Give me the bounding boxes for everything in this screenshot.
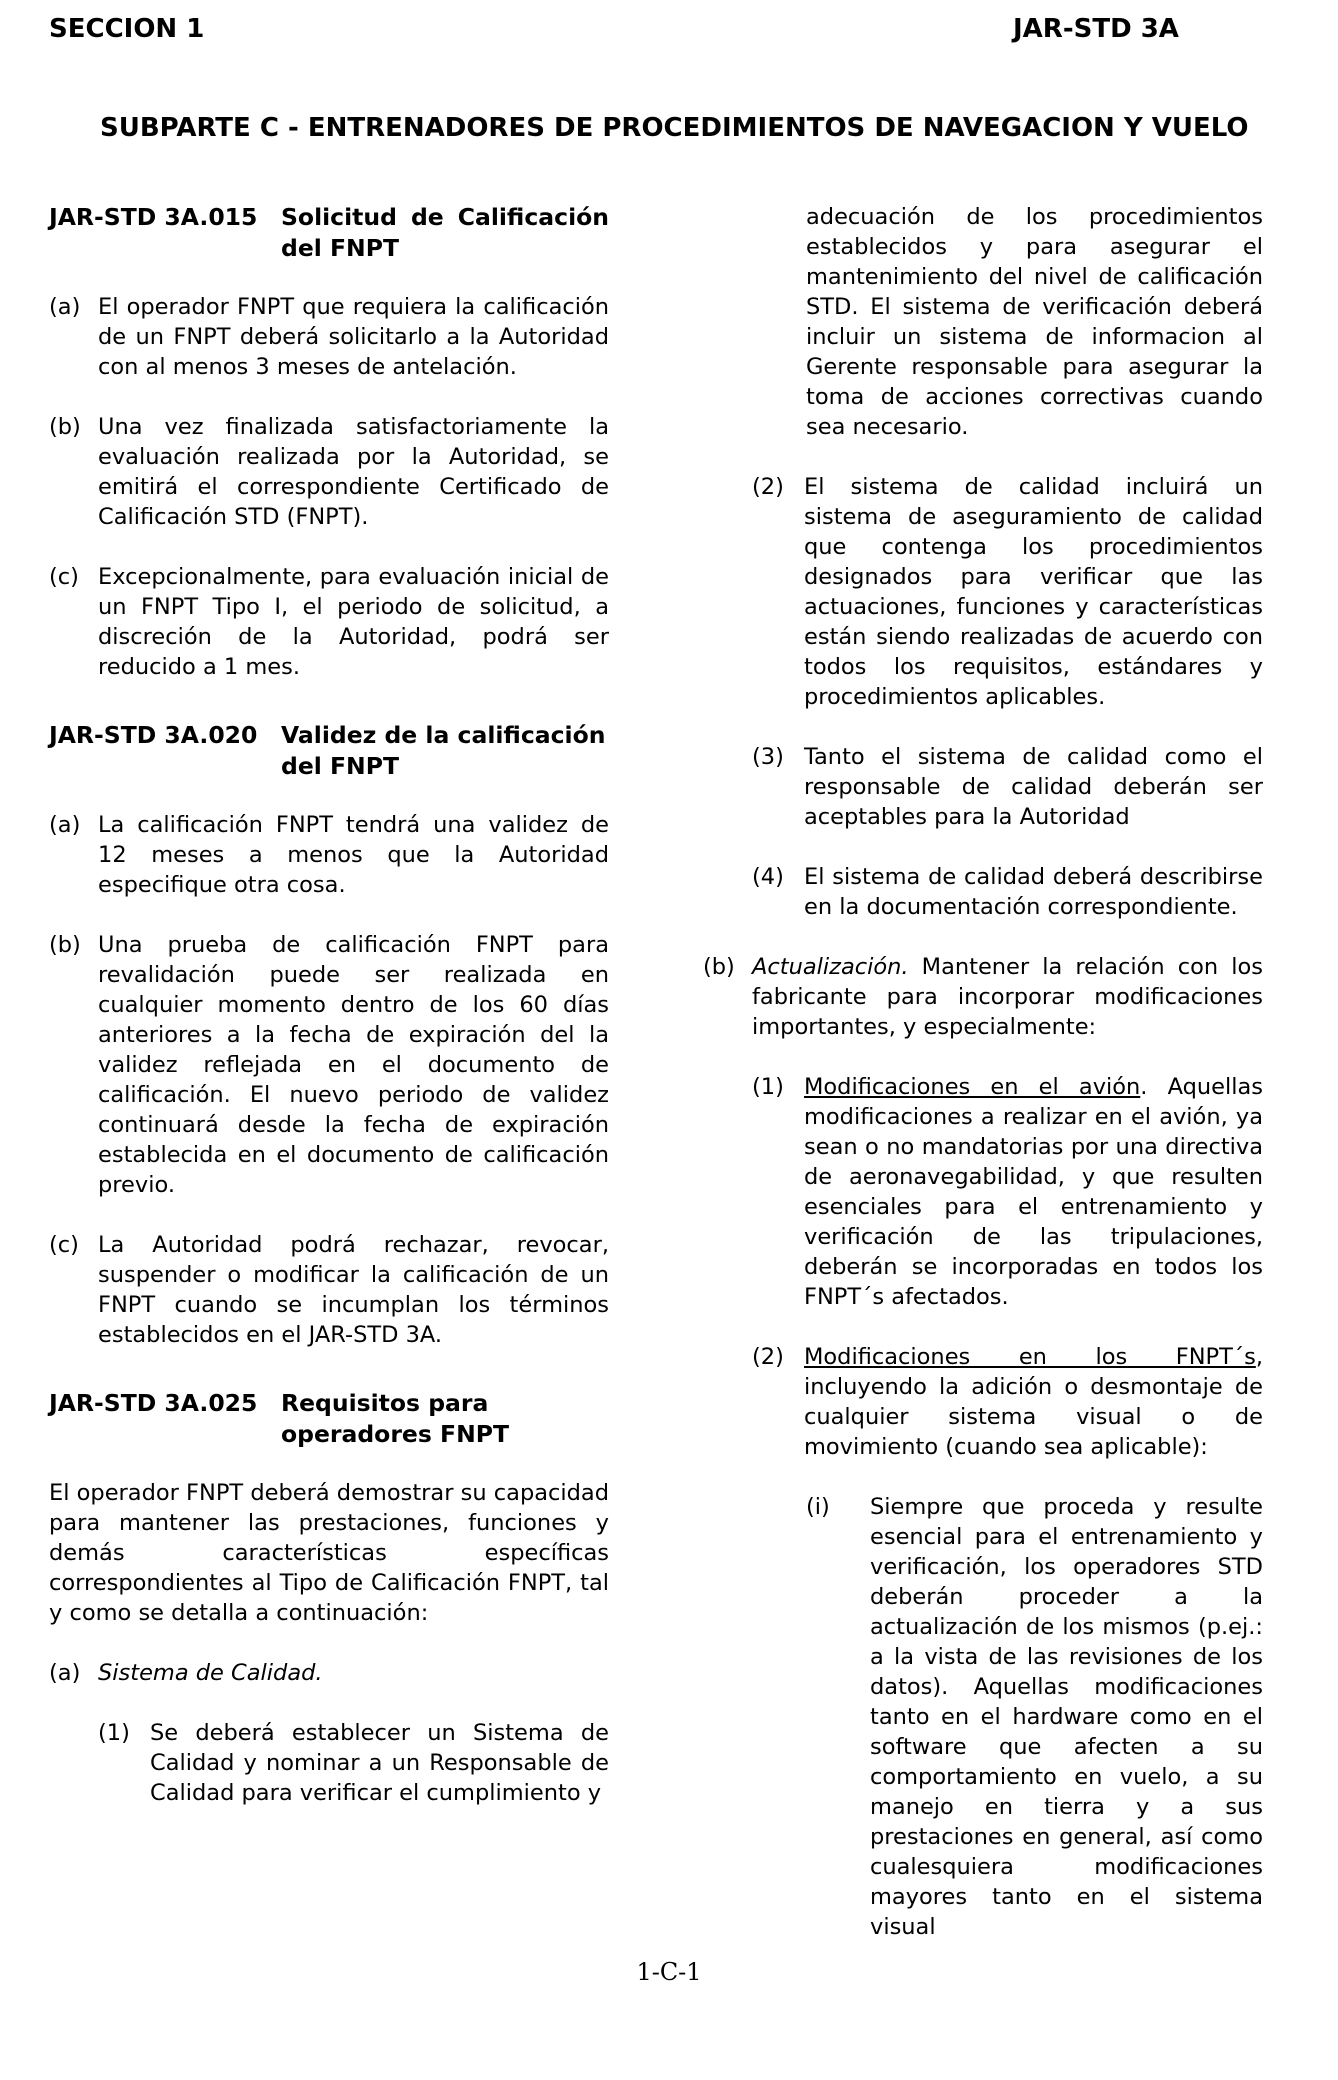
- section-heading-020: [49, 720, 609, 782]
- item-text: [752, 952, 1263, 1042]
- item-label: (4): [752, 864, 784, 890]
- item-label: (b): [49, 414, 81, 440]
- item-label: (b): [703, 954, 735, 980]
- item-label: (c): [49, 1232, 79, 1258]
- subpart-title: SUBPARTE C - ENTRENADORES DE PROCEDIMIENTOS DE NAVEGACION Y VUELO: [100, 113, 1249, 143]
- item-label: (2): [752, 1344, 784, 1370]
- item-text: Excepcionalmente, para evaluación inicial de un FNPT Tipo I, el periodo de solicitud, a discreción de la Autoridad, podrá ser reducido a 1 mes.: [98, 564, 609, 680]
- item-text: El sistema de calidad incluirá un sistema de aseguramiento de calidad que contenga los procedimientos designados para verificar que las actuaciones, funciones y características están siendo realizadas de acuerdo con todos los requisitos, estándares y procedimientos aplicables.: [804, 474, 1263, 710]
- paragraph-025-a3: [752, 742, 1263, 832]
- item-label: (1): [752, 1074, 784, 1100]
- header-document-code: JAR-STD 3A: [1013, 14, 1179, 44]
- section-code: JAR-STD 3A.020: [49, 721, 258, 749]
- item-text: [804, 1072, 1263, 1312]
- item-label: (3): [752, 744, 784, 770]
- page-number: 1-C-1: [636, 1958, 702, 1986]
- section-code: JAR-STD 3A.025: [49, 1389, 258, 1417]
- item-label: (1): [98, 1720, 130, 1746]
- paragraph-025-b2-i: [806, 1492, 1263, 1942]
- item-label: (i): [806, 1494, 830, 1520]
- item-text: El operador FNPT que requiera la calificación de un FNPT deberá solicitarlo a la Autoridad con al menos 3 meses de antelación.: [98, 294, 609, 380]
- item-label: (c): [49, 564, 79, 590]
- item-text: Siempre que proceda y resulte esencial para el entrenamiento y verificación, los operadores STD deberán proceder a la actualización de los mismos (p.ej.: a la vista de las revisiones de los datos). Aquellas modificaciones tanto en el hardware como en el software que afecten a su comportamiento en vuelo, a su manejo en tierra y a sus prestaciones en general, así como cualesquiera modificaciones mayores tanto en el sistema visual: [870, 1494, 1263, 1940]
- right-column: [703, 202, 1263, 1972]
- paragraph-020-a: [49, 810, 609, 900]
- item-title: Actualización.: [752, 954, 909, 980]
- item-label: (b): [49, 932, 81, 958]
- paragraph-025-b2: [752, 1342, 1263, 1462]
- item-title: Modificaciones en el avión: [804, 1074, 1141, 1100]
- paragraph-015-a: [49, 292, 609, 382]
- item-label: (a): [49, 1660, 81, 1686]
- section-title: Validez de la calificación del FNPT: [281, 721, 606, 780]
- item-title: Sistema de Calidad.: [98, 1660, 323, 1686]
- header-section: SECCION 1: [49, 14, 205, 44]
- section-heading-015: [49, 202, 609, 264]
- item-text: La Autoridad podrá rechazar, revocar, suspender o modificar la calificación de un FNPT cuando se incumplan los términos establecidos en el JAR-STD 3A.: [98, 1232, 609, 1348]
- paragraph-025-intro: El operador FNPT deberá demostrar su capacidad para mantener las prestaciones, funciones y demás características específicas correspondientes al Tipo de Calificación FNPT, tal y como se detalla a continuación:: [49, 1480, 609, 1626]
- item-text: Una prueba de calificación FNPT para revalidación puede ser realizada en cualquier momento dentro de los 60 días anteriores a la fecha de expiración del la validez reflejada en el documento de calificación. El nuevo periodo de validez continuará desde la fecha de expiración establecida en el documento de calificación previo.: [98, 932, 609, 1198]
- item-text: Una vez finalizada satisfactoriamente la evaluación realizada por la Autoridad, se emitirá el correspondiente Certificado de Calificación STD (FNPT).: [98, 414, 609, 530]
- paragraph-015-b: [49, 412, 609, 532]
- paragraph-025-a1: [98, 1718, 609, 1808]
- paragraph-025-a: [49, 1658, 609, 1688]
- paragraph-025-b: [703, 952, 1263, 1042]
- left-column: [49, 202, 609, 1838]
- section-title: Requisitos para operadores FNPT: [281, 1389, 509, 1448]
- item-body: Mantener la relación con los fabricante para incorporar modificaciones importantes, y especialmente:: [752, 954, 1263, 1040]
- section-code: JAR-STD 3A.015: [49, 203, 258, 231]
- paragraph-025-a1-continued: adecuación de los procedimientos establecidos y para asegurar el mantenimiento del nivel de calificación STD. El sistema de verificación deberá incluir un sistema de informacion al Gerente responsable para asegurar la toma de acciones correctivas cuando sea necesario.: [806, 204, 1263, 440]
- item-title: Modificaciones en los FNPT´s: [804, 1344, 1256, 1370]
- item-label: (2): [752, 474, 784, 500]
- paragraph-015-c: [49, 562, 609, 682]
- item-label: (a): [49, 294, 81, 320]
- section-title: Solicitud de Calificación del FNPT: [281, 203, 609, 262]
- item-label: (a): [49, 812, 81, 838]
- paragraph-025-a2: [752, 472, 1263, 712]
- item-text: Tanto el sistema de calidad como el responsable de calidad deberán ser aceptables para la Autoridad: [804, 744, 1263, 830]
- paragraph-020-b: [49, 930, 609, 1200]
- paragraph-025-b1: [752, 1072, 1263, 1312]
- item-text: El sistema de calidad deberá describirse en la documentación correspondiente.: [804, 864, 1263, 920]
- section-heading-025: [49, 1388, 609, 1450]
- item-text: [804, 1342, 1263, 1462]
- item-text: La calificación FNPT tendrá una validez de 12 meses a menos que la Autoridad especifique otra cosa.: [98, 812, 609, 898]
- item-text: Se deberá establecer un Sistema de Calidad y nominar a un Responsable de Calidad para verificar el cumplimiento y: [150, 1720, 609, 1806]
- paragraph-025-a4: [752, 862, 1263, 922]
- item-body: . Aquellas modificaciones a realizar en el avión, ya sean o no mandatorias por una directiva de aeronavegabilidad, y que resulten esenciales para el entrenamiento y verificación de las tripulaciones, deberán se incorporadas en todos los FNPT´s afectados.: [804, 1074, 1263, 1310]
- item-body: , incluyendo la adición o desmontaje de cualquier sistema visual o de movimiento (cuando sea aplicable):: [804, 1344, 1263, 1460]
- paragraph-020-c: [49, 1230, 609, 1350]
